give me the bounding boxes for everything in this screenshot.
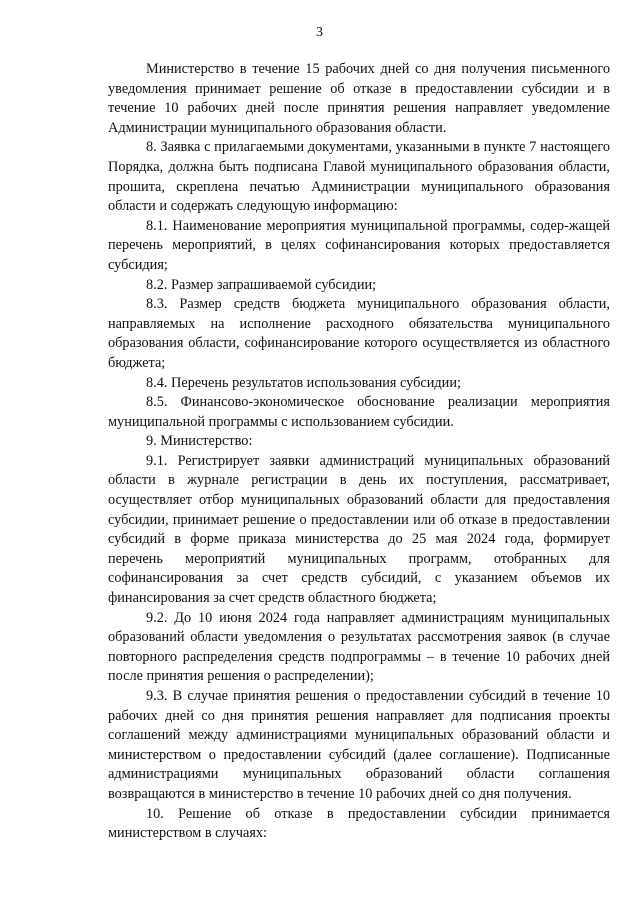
- paragraph-9-1-registration-selection: 9.1. Регистрирует заявки администраций муниципальных образований области в журнале регистрации в день их поступления, рассматривает, осуществляет отбор муниципальных образований области для предоставления субсидии, принимает решение о предоставлении или об отказе в предоставлении субсидий в форме приказа министерства до 25 мая 2024 года, формирует перечень мероприятий муниципальных программ, отобранных для софинансирования за счет средств субсидий, с указанием объемов их финансирования за счет средств областного бюджета;: [108, 452, 610, 607]
- paragraph-9-ministry: 9. Министерство:: [146, 433, 253, 450]
- paragraph-10-refusal-cases: 10. Решение об отказе в предоставлении субсидии принимается министерством в случаях:: [108, 805, 610, 842]
- paragraph-8-2-subsidy-amount: 8.2. Размер запрашиваемой субсидии;: [146, 276, 377, 293]
- paragraph-9-2-notifications: 9.2. До 10 июня 2024 года направляет администрациям муниципальных образований области уведомления о результатах рассмотрения заявок (в случае повторного распределения средств подпрограммы – в течение 10 рабочих дней после принятия решения о распределении);: [108, 609, 610, 685]
- paragraph-ministry-refusal-notice: Министерство в течение 15 рабочих дней со дня получения письменного уведомления принимает решение об отказе в предоставлении субсидии и в течение 10 рабочих дней после принятия решения направляет уведомление Администрации муниципального образования области.: [108, 61, 610, 136]
- paragraph-8-application-requirements: 8. Заявка с прилагаемыми документами, указанными в пункте 7 настоящего Порядка, должна быть подписана Главой муниципального образования области, прошита, скреплена печатью Администрации муниципального образования области и содержать следующую информацию:: [108, 139, 610, 215]
- paragraph-8-5-financial-justification: 8.5. Финансово-экономическое обоснование реализации мероприятия муниципальной программы с использованием субсидии.: [108, 394, 610, 430]
- paragraph-8-4-results-list: 8.4. Перечень результатов использования субсидии;: [146, 374, 461, 391]
- document-body: [108, 60, 610, 844]
- paragraph-8-1-event-name: 8.1. Наименование мероприятия муниципальной программы, содер-жащей перечень мероприятий, в целях софинансирования которых предоставляется субсидия;: [108, 217, 610, 273]
- paragraph-8-3-municipal-budget-funds: 8.3. Размер средств бюджета муниципального образования области, направляемых на исполнение расходного обязательства муниципального образования области, софинансирование которого осуществляется из областного бюджета;: [108, 296, 610, 371]
- paragraph-9-3-agreements: 9.3. В случае принятия решения о предоставлении субсидий в течение 10 рабочих дней со дня принятия решения направляет для подписания проекты соглашений между администрациями муниципальных образований области и министерством о предоставлении субсидий (далее соглашение). Подписанные администрациями муниципальных образований области соглашения возвращаются в министерство в течение 10 рабочих дней со дня получения.: [108, 688, 610, 802]
- page-number: 3: [316, 25, 323, 40]
